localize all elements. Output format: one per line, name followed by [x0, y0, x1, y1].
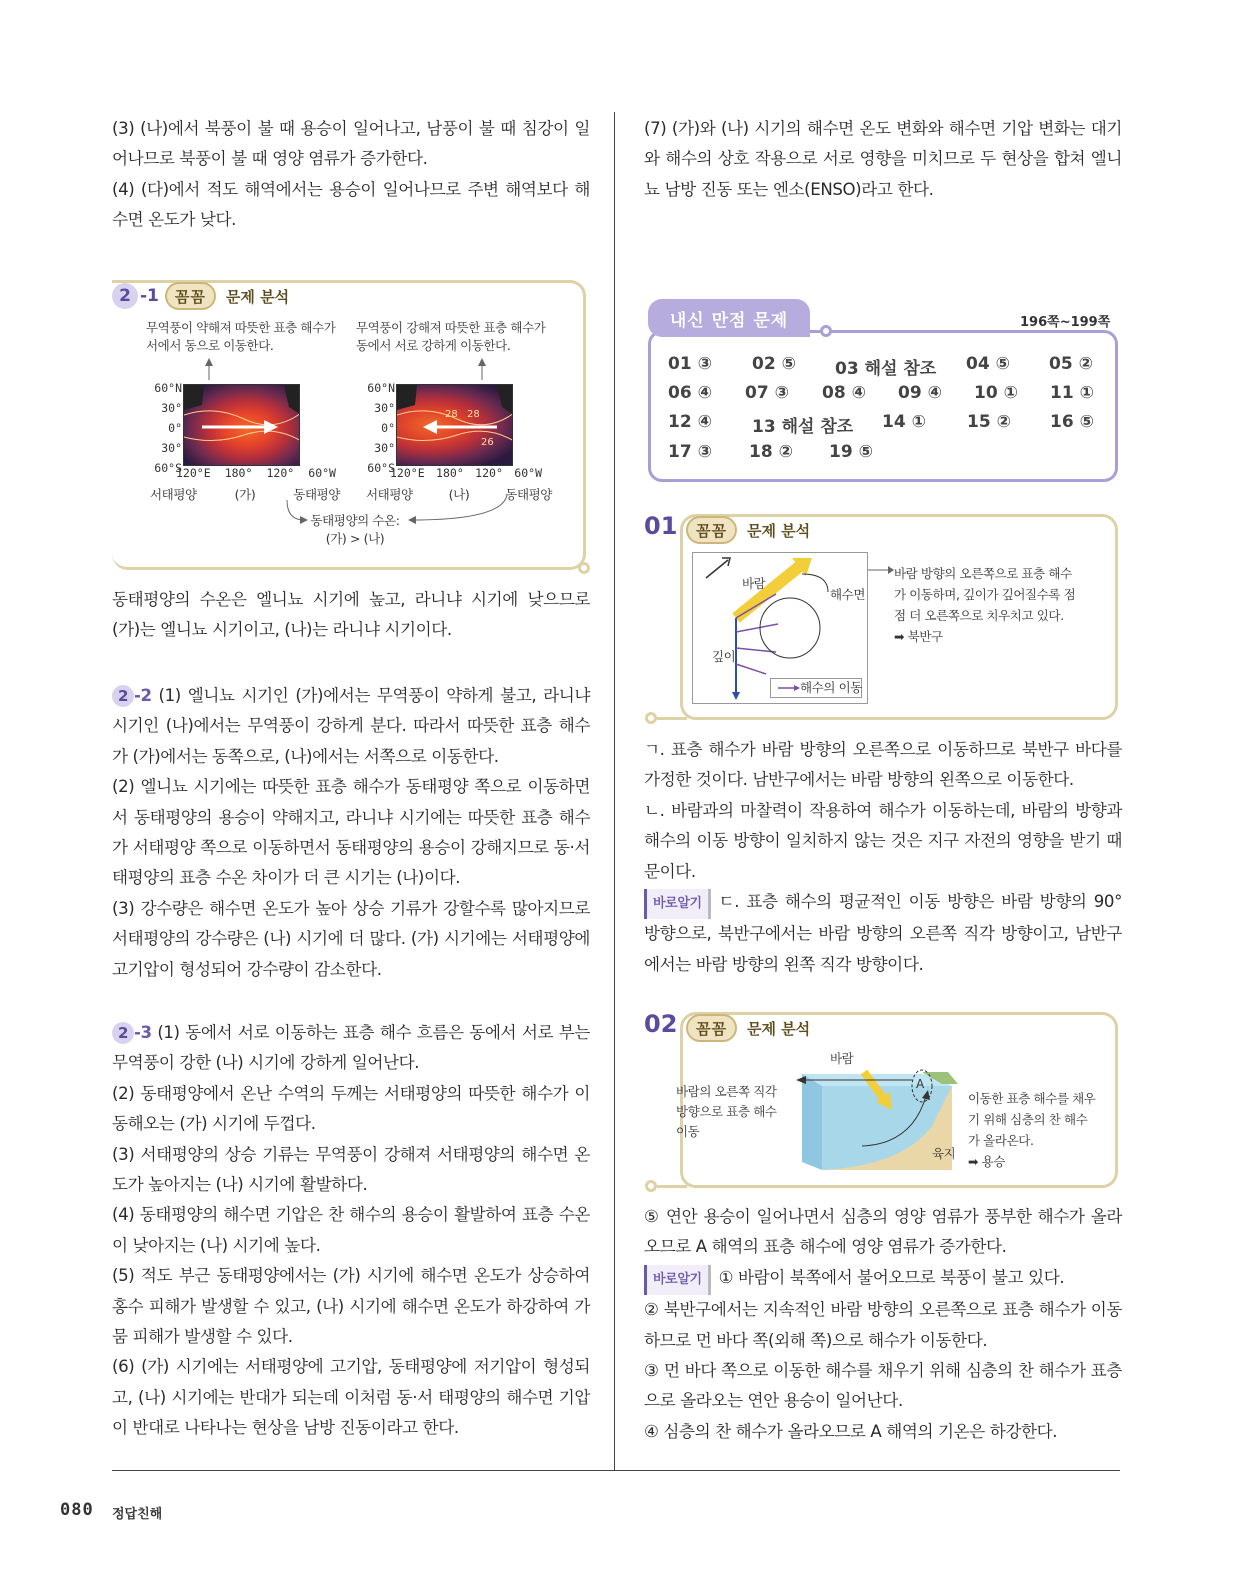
q01-header	[686, 516, 810, 544]
q02-header	[686, 1014, 810, 1042]
answer-19: 19 ⑤	[829, 442, 873, 462]
sec23-line-4: (4) 동태평양의 해수면 기압은 찬 해수의 용승이 활발하여 표층 수온이 낮아지는 (나) 시기에 높다.	[112, 1205, 590, 1255]
q01-number: 01	[644, 512, 678, 540]
answer-07: 07 ③	[745, 383, 789, 403]
sec22-line-2: (2) 엘니뇨 시기에는 따뜻한 표층 해수가 동태평양 쪽으로 이동하면서 동태평양의 용승이 약해지고, 라니냐 시기에는 따뜻한 표층 해수가 서태평양 쪽으로 이동하면서 동태평양의 용승이 강해지므로 동·서태평양의 표층 수온 차이가 더 큰 시기는 (나)이다.	[112, 777, 590, 888]
q02-note-left: 바람의 오른쪽 직각 방향으로 표층 해수 이동	[676, 1084, 777, 1139]
page-label: 정답친해	[112, 1507, 163, 1522]
caption-west-right: 서태평양	[366, 487, 413, 502]
right-top-paragraph: (7) (가)와 (나) 시기의 해수면 온도 변화와 해수면 기압 변화는 대기와 해수의 상호 작용으로 서로 영향을 미치므로 두 현상을 합쳐 엘니뇨 남방 진동 또는 엔소(ENSO)라고 한다.	[644, 119, 1122, 199]
lon-120w-left: 120°	[266, 466, 295, 480]
lat-30n-r: 30°	[374, 401, 395, 415]
page-number: 080	[60, 1500, 94, 1520]
answer-03: 03 해설 참조	[835, 359, 937, 379]
answer-02: 02 ⑤	[752, 354, 796, 374]
q01-note	[894, 563, 1076, 647]
lat-30s-r: 30°	[374, 441, 395, 455]
lat-30n: 30°	[161, 401, 182, 415]
q01-line-1: ㄱ. 표층 해수가 바람 방향의 오른쪽으로 이동하므로 북반구 바다를 가정한 것이다. 남반구에서는 바람 방향의 왼쪽으로 이동한다.	[644, 740, 1122, 790]
temp-label-28a: 28	[445, 409, 458, 420]
sec22-line-3: (3) 강수량은 해수면 온도가 높아 상승 기류가 강할수록 많아지므로 서태평양의 강수량은 (나) 시기에 더 많다. (가) 시기에는 서태평양에 고기압이 형성되어 강수량이 감소한다.	[112, 898, 590, 979]
answer-14: 14 ①	[882, 412, 926, 432]
answer-tab: 내신 만점 문제	[648, 299, 810, 337]
sec21-note-right: 무역풍이 강해져 따뜻한 표층 해수가 동에서 서로 강하게 이동한다.	[356, 320, 546, 353]
q01-legend: 해수의 이동	[800, 680, 862, 695]
column-divider	[614, 112, 615, 1470]
lon-60w-right: 60°W	[514, 466, 542, 480]
lon-120e-right: 120°E	[390, 466, 425, 480]
q02-explanation	[644, 1202, 1122, 1447]
sec23-line-1: (1) 동에서 서로 이동하는 표층 해수 흐름은 동에서 서로 부는 무역풍이 강한 (나) 시기에 강하게 일어난다.	[112, 1023, 591, 1073]
footer-rule	[112, 1470, 1120, 1471]
answer-12: 12 ④	[668, 412, 712, 432]
q01-label-sea: 해수면	[830, 587, 866, 602]
q01-frame-lower-line	[657, 717, 687, 720]
caption-east-right: 동태평양	[505, 487, 552, 502]
q01-explanation	[644, 735, 1122, 980]
answer-08: 08 ④	[822, 383, 866, 403]
sec23-line-2: (2) 동태평양에서 온난 수역의 두께는 서태평양의 따뜻한 해수가 이동해오는 (가) 시기에 두껍다.	[112, 1083, 590, 1134]
caption-ga: (가)	[234, 487, 256, 502]
answer-05: 05 ②	[1049, 354, 1093, 374]
lat-60s-r: 60°S	[367, 461, 395, 475]
q02-extra-3: ④ 심층의 찬 해수가 올라오므로 A 해역의 기온은 하강한다.	[644, 1421, 1058, 1441]
caption-east-left: 동태평양	[293, 487, 340, 502]
sec22-number: 2	[112, 685, 134, 707]
lon-60w-left: 60°W	[308, 466, 336, 480]
lat-60n: 60°N	[154, 381, 182, 395]
answer-tab-dot	[820, 325, 832, 337]
sec23-line-5: (5) 적도 부근 동태평양에서는 (가) 시기에 해수면 온도가 상승하여 홍수 피해가 발생할 수 있고, (나) 시기에 해수면 온도가 하강하여 가뭄 피해가 발생할 수 있다.	[112, 1266, 590, 1347]
q01-note-conclusion: ➡ 북반구	[894, 629, 943, 644]
q01-line-2: ㄴ. 바람과의 마찰력이 작용하여 해수가 이동하는데, 바람의 방향과 해수의 이동 방향이 일치하지 않는 것은 지구 자전의 영향을 받기 때문이다.	[644, 800, 1122, 881]
q02-frame-lower-line	[657, 1185, 687, 1188]
q02-baro-text: ① 바람이 북쪽에서 불어오므로 북풍이 불고 있다.	[718, 1267, 1065, 1287]
lon-120w-right: 120°	[475, 466, 503, 480]
answer-04: 04 ⑤	[966, 354, 1010, 374]
sec22-line-1: (1) 엘니뇨 시기인 (가)에서는 무역풍이 약하게 불고, 라니냐 시기인 (나)에서는 무역풍이 강하게 분다. 따라서 따뜻한 표층 해수가 (가)에서는 동쪽으로, (나)에서는 서쪽으로 이동한다.	[112, 686, 590, 766]
lon-180-right: 180°	[436, 466, 464, 480]
answer-10: 10 ①	[974, 383, 1018, 403]
answer-01: 01 ③	[668, 354, 712, 374]
sec21-text: 동태평양의 수온은 엘니뇨 시기에 높고, 라니냐 시기에 낮으므로 (가)는 엘니뇨 시기이고, (나)는 라니냐 시기이다.	[112, 590, 590, 640]
q01-badge: 꼼꼼	[686, 516, 737, 544]
sec22-subnumber: -2	[134, 686, 152, 705]
left-top-paragraphs	[112, 114, 590, 236]
sec23-subnumber: -3	[134, 1023, 152, 1042]
answer-pages: 196쪽~199쪽	[1020, 315, 1111, 330]
sec23-block	[112, 1018, 590, 1444]
lon-120e-left: 120°E	[176, 466, 211, 480]
lon-180-left: 180°	[224, 466, 253, 480]
answer-16: 16 ⑤	[1050, 412, 1094, 432]
temp-label-28b: 28	[467, 409, 480, 420]
temp-label-26: 26	[481, 437, 494, 448]
lat-60n-r: 60°N	[367, 381, 395, 395]
sec21-note-left: 무역풍이 약해져 따뜻한 표층 해수가 서에서 동으로 이동한다.	[146, 320, 336, 353]
lat-30s: 30°	[161, 441, 182, 455]
left-top-line-4: (4) (다)에서 적도 해역에서는 용승이 일어나므로 주변 해역보다 해수면 온도가 낮다.	[112, 179, 590, 230]
q02-note-right-conclusion: ➡ 용승	[968, 1154, 1005, 1169]
q02-number: 02	[644, 1010, 678, 1038]
q02-badge: 꼼꼼	[686, 1014, 737, 1042]
sec23-line-3: (3) 서태평양의 상승 기류는 무역풍이 강해져 서태평양의 해수면 온도가 높아지는 (나) 시기에 활발하다.	[112, 1144, 590, 1195]
q01-frame-dot	[645, 712, 657, 724]
sec23-line-6: (6) (가) 시기에는 서태평양에 고기압, 동태평양에 저기압이 형성되고, (나) 시기에는 반대가 되는데 이처럼 동·서 태평양의 해수면 기압이 반대로 나타나는 현상을 남방 진동이라고 한다.	[112, 1357, 590, 1438]
q02-label-land: 육지	[932, 1146, 956, 1161]
answer-11: 11 ①	[1050, 383, 1094, 403]
q01-title: 문제 분석	[746, 521, 811, 540]
answer-box	[648, 330, 1118, 482]
sec21-bottom-note-2: (가) > (나)	[325, 531, 385, 546]
q01-note-text: 바람 방향의 오른쪽으로 표층 해수가 이동하며, 깊이가 깊어질수록 점점 더 오른쪽으로 치우치고 있다.	[894, 566, 1076, 623]
answer-17: 17 ③	[668, 442, 712, 462]
sec21-bottom-note-1: 동태평양의 수온:	[310, 513, 400, 528]
q02-note-right-text: 이동한 표층 해수를 채우기 위해 심층의 찬 해수가 올라온다.	[968, 1091, 1096, 1148]
answer-15: 15 ②	[967, 412, 1011, 432]
q02-frame-dot	[645, 1180, 657, 1192]
sec21-badge: 꼼꼼	[165, 282, 216, 310]
sec21-bottom-note	[300, 512, 410, 548]
answer-09: 09 ④	[898, 383, 942, 403]
q02-label-wind: 바람	[830, 1051, 854, 1066]
q02-baro-tag: 바로알기	[644, 1265, 711, 1295]
answer-18: 18 ②	[749, 442, 793, 462]
sec21-frame-dot	[578, 562, 590, 574]
answer-13: 13 해설 참조	[752, 417, 854, 437]
q01-baro-tag: 바로알기	[644, 889, 711, 919]
caption-na: (나)	[448, 487, 470, 502]
q01-note-arrow	[866, 562, 896, 582]
lat-0: 0°	[168, 421, 182, 435]
q02-note-right	[968, 1088, 1096, 1172]
sec21-subnumber: -1	[140, 286, 159, 306]
caption-west-left: 서태평양	[150, 487, 197, 502]
lat-0-r: 0°	[381, 421, 395, 435]
lat-60s: 60°S	[154, 461, 182, 475]
sec21-number: 2	[112, 283, 138, 309]
answer-06: 06 ④	[668, 383, 712, 403]
sec21-title: 문제 분석	[225, 287, 290, 306]
sec23-number: 2	[112, 1022, 134, 1044]
q01-label-depth: 깊이	[712, 649, 736, 664]
q02-title: 문제 분석	[746, 1019, 811, 1038]
q01-label-wind: 바람	[742, 576, 766, 591]
q01-baro-text: ㄷ. 표층 해수의 평균적인 이동 방향은 바람 방향의 90° 방향으로, 북반구에서는 바람 방향의 오른쪽 직각 방향이고, 남반구에서는 바람 방향의 왼쪽 직각 방향이다.	[644, 892, 1122, 974]
q02-extra-2: ③ 먼 바다 쪽으로 이동한 해수를 채우기 위해 심층의 찬 해수가 표층으로 올라오는 연안 용승이 일어난다.	[644, 1361, 1122, 1411]
q02-line-main: ⑤ 연안 용승이 일어나면서 심층의 영양 염류가 풍부한 해수가 올라오므로 A 해역의 표층 해수에 영양 염류가 증가한다.	[644, 1207, 1122, 1257]
sec22-block	[112, 681, 590, 985]
q02-label-a: A	[916, 1077, 925, 1091]
q02-extra-1: ② 북반구에서는 지속적인 바람 방향의 오른쪽으로 표층 해수가 이동하므로 먼 바다 쪽(외해 쪽)으로 해수가 이동한다.	[644, 1300, 1122, 1350]
left-top-line-3: (3) (나)에서 북풍이 불 때 용승이 일어나고, 남풍이 불 때 침강이 일어나므로 북풍이 불 때 영양 염류가 증가한다.	[112, 119, 590, 169]
